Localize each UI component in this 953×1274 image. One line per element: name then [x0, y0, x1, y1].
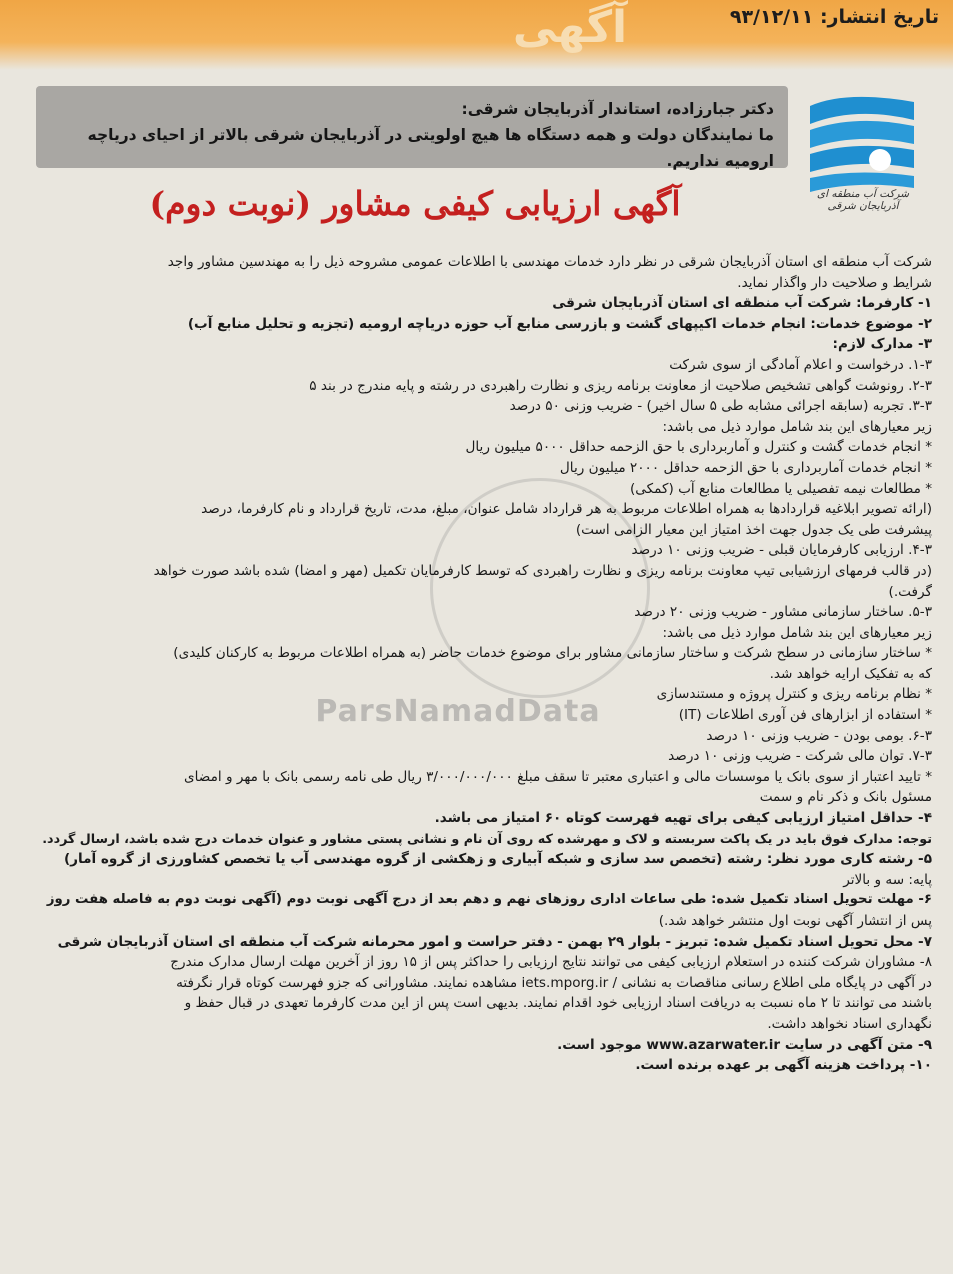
body-line: مسئول بانک و ذکر نام و سمت	[759, 789, 932, 806]
body-line: پایه: سه و بالاتر	[843, 871, 932, 888]
body-line: ۱- کارفرما: شرکت آب منطقه ای استان آذربایجان شرقی	[552, 295, 932, 312]
body-line: * مطالعات نیمه تفصیلی یا مطالعات منابع آب (کمکی)	[629, 480, 932, 497]
body-line: ۴- حداقل امتیاز ارزیابی کیفی برای تهیه فهرست کوتاه ۶۰ امتیاز می باشد.	[434, 810, 932, 827]
page-title: آگهی ارزیابی کیفی مشاور (نوبت دوم)	[149, 184, 681, 223]
body-line: ۹- متن آگهی در سایت www.azarwater.ir موجود است.	[557, 1036, 932, 1053]
body-line: پیشرفت طی یک جدول جهت اخذ امتیاز این معیار الزامی است)	[575, 521, 932, 538]
body-line: نگهداری اسناد نخواهد داشت.	[767, 1015, 932, 1032]
body-line: ۷-۳. توان مالی شرکت - ضریب وزنی ۱۰ درصد	[668, 748, 932, 765]
body-line: * انجام خدمات گشت و کنترل و آماربرداری با حق الزحمه حداقل ۵۰۰۰ میلیون ریال	[465, 439, 932, 456]
body-line: * ساختار سازمانی در سطح شرکت و ساختار سازمانی مشاور برای موضوع خدمات حاضر (به همراه اطلاعات مربوط به کارکنان کلیدی)	[173, 645, 932, 662]
body-line: * نظام برنامه ریزی و کنترل پروژه و مستندسازی	[656, 686, 932, 703]
water-company-logo-icon	[806, 88, 918, 198]
body-line: پس از انتشار آگهی نوبت اول منتشر خواهد شد.)	[658, 913, 932, 929]
body-line: ۵-۳. ساختار سازمانی مشاور - ضریب وزنی ۲۰ درصد	[634, 604, 932, 621]
body-line: گرفت.)	[888, 583, 932, 600]
body-line: توجه: مدارک فوق باید در یک پاکت سربسته و لاک و مهرشده که روی آن نام و نشانی پستی مشاور و عنوان خدمات درج شده باشد، ارسال گردد.	[42, 830, 932, 846]
body-line: ۲-۳. رونوشت گواهی تشخیص صلاحیت از معاونت برنامه ریزی و نظارت راهبردی در رشته و پایه مندرج در بند ۵	[309, 377, 932, 394]
body-line: ۲- موضوع خدمات: انجام خدمات اکیپهای گشت و بازرسی منابع آب حوزه دریاچه ارومیه (تجزیه و تحلیل منابع آب)	[187, 315, 932, 332]
logo-caption: شرکت آب منطقه ای آذربایجان شرقی	[816, 188, 910, 212]
quote-text: ما نمایندگان دولت و همه دستگاه ها هیچ اولویتی در آذربایجان شرقی بالاتر از احیای دریاچه ارومیه نداریم.	[87, 126, 774, 170]
body-line: ۱-۳. درخواست و اعلام آمادگی از سوی شرکت	[669, 356, 932, 373]
body-line: ۱۰- پرداخت هزینه آگهی بر عهده برنده است.	[635, 1057, 932, 1074]
body-line: که به تفکیک ارایه خواهد شد.	[769, 665, 932, 682]
body-line: ۶- مهلت تحویل اسناد تکمیل شده: طی ساعات اداری روزهای نهم و دهم بعد از درج آگهی نوبت دوم (آگهی نوبت دوم به فاصله هفت روز	[46, 892, 932, 908]
body-line: (در قالب فرمهای ارزشیابی تیپ معاونت برنامه ریزی و نظارت راهبردی که توسط کارفرمایان تکمیل (مهر و امضا) شده باشد صورت خواهد	[153, 562, 932, 579]
body-line: * انجام خدمات آماربرداری با حق الزحمه حداقل ۲۰۰۰ میلیون ریال	[559, 459, 932, 476]
announcement-body	[32, 252, 932, 1076]
body-line: باشند می توانند تا ۲ ماه نسبت به دریافت اسناد ارزیابی خود اقدام نمایند. بدیهی است پس از این مدت کارفرما تعهدی در قبال حفظ و	[184, 995, 932, 1012]
body-line: شرکت آب منطقه ای استان آذربایجان شرقی در نظر دارد خدمات مهندسی با اطلاعات عمومی مشروحه ذیل را به مهندسین مشاور واجد	[167, 254, 932, 270]
publish-date: تاریخ انتشار: ۹۳/۱۲/۱۱	[729, 6, 939, 28]
body-line: ۳- مدارک لازم:	[832, 336, 932, 353]
body-line: ۳-۳. تجربه (سابقه اجرائی مشابه طی ۵ سال اخیر) - ضریب وزنی ۵۰ درصد	[509, 398, 932, 415]
body-line: * تایید اعتبار از سوی بانک یا موسسات مالی و اعتباری معتبر تا سقف مبلغ ۳/۰۰۰/۰۰۰/۰۰۰ ریال طی نامه رسمی بانک با مهر و امضای	[184, 768, 932, 785]
quote-speaker: دکتر جبارزاده، استاندار آذربایجان شرقی:	[461, 100, 774, 118]
body-line: ۷- محل تحویل اسناد تکمیل شده: تبریز - بلوار ۲۹ بهمن - دفتر حراست و امور محرمانه شرکت آب منطقه ای استان آذربایجان شرقی	[57, 933, 932, 950]
body-line: (ارائه تصویر ابلاغیه قراردادها به همراه اطلاعات مربوط به هر قرارداد شامل عنوان، مبلغ، مدت، تاریخ قرارداد و نام کارفرما، درصد	[201, 501, 932, 518]
body-line: ۸- مشاوران شرکت کننده در استعلام ارزیابی کیفی می توانند نتایج ارزیابی را حداکثر پس از ۱۵ روز از آخرین مهلت ارسال مدارک مندرج	[170, 954, 932, 971]
body-line: زیر معیارهای این بند شامل موارد ذیل می باشد:	[662, 418, 932, 435]
body-line: ۵- رشته کاری مورد نظر: رشته (تخصص سد سازی و شبکه آبیاری و زهکشی از گروه مهندسی آب یا تخصص کشاورزی از گروه آمار)	[63, 851, 932, 868]
body-line: در آگهی در پایگاه ملی اطلاع رسانی مناقصات به نشانی / iets.mporg.ir مشاهده نمایند. مشاورانی که جزو فهرست کوتاه قرار نگرفته	[176, 974, 932, 991]
quote-box	[36, 86, 788, 168]
body-line: ۶-۳. بومی بودن - ضریب وزنی ۱۰ درصد	[706, 727, 932, 744]
watermark: ParsNamadData	[315, 694, 601, 729]
body-line: شرایط و صلاحیت دار واگذار نماید.	[737, 274, 932, 291]
body-line: زیر معیارهای این بند شامل موارد ذیل می باشد:	[662, 624, 932, 641]
body-line: * استفاده از ابزارهای فن آوری اطلاعات (IT)	[678, 707, 932, 724]
body-line: ۴-۳. ارزیابی کارفرمایان قبلی - ضریب وزنی ۱۰ درصد	[631, 542, 932, 559]
banner-word: آگهی	[512, 2, 628, 53]
